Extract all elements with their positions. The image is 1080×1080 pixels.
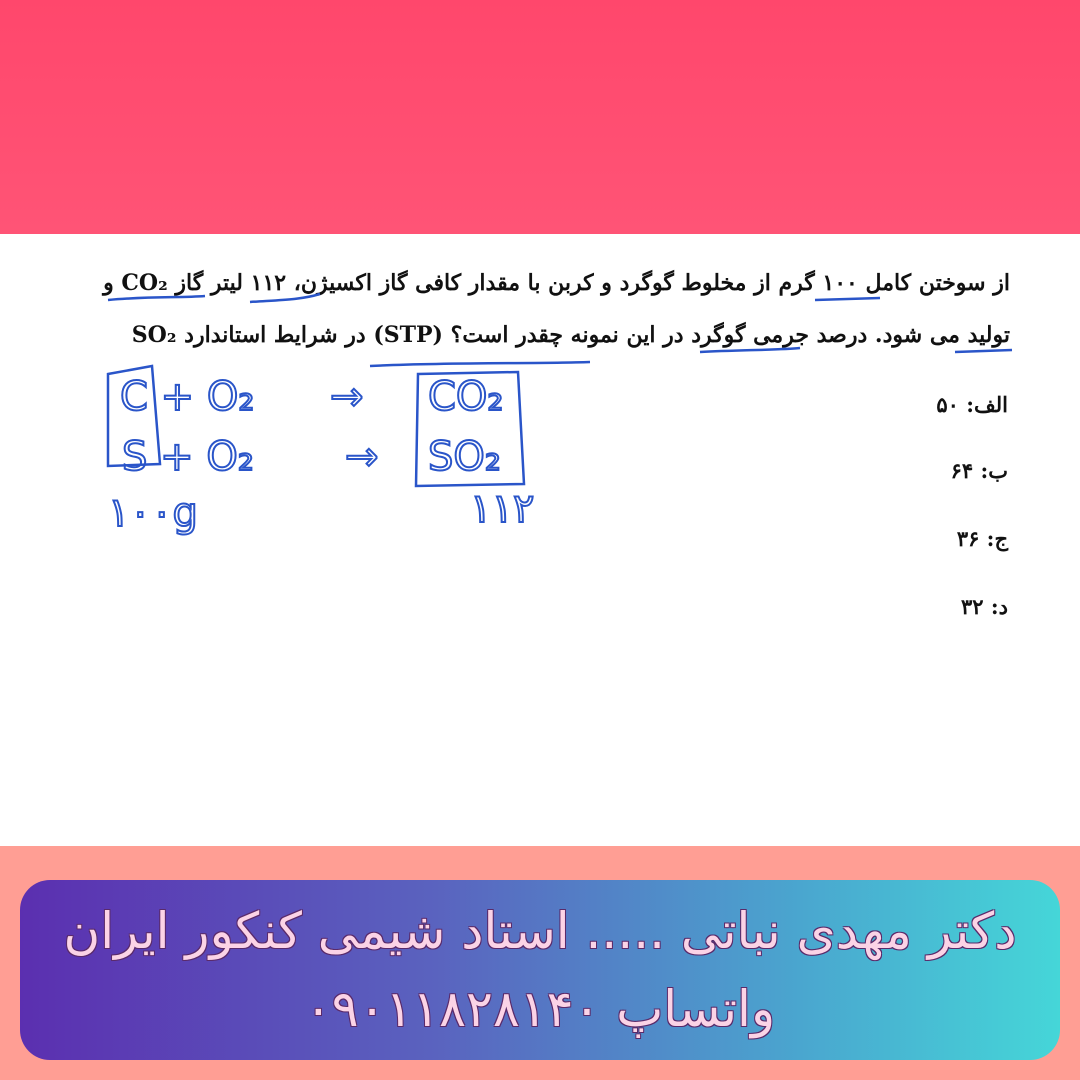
hw-reaction2-left: S + O₂ xyxy=(122,434,254,480)
banner-contact: واتساپ ۰۹۰۱۱۸۲۸۱۴۰ xyxy=(304,980,776,1038)
option-a: الف: ۵۰ xyxy=(936,392,1008,417)
underline-liter xyxy=(250,294,320,302)
hw-arrow-2: → xyxy=(345,434,379,480)
hw-arrow-1: → xyxy=(330,374,364,420)
top-color-band xyxy=(0,0,1080,234)
underline-stp xyxy=(700,348,800,352)
option-d: د: ۳۲ xyxy=(961,594,1008,619)
hw-reaction1-left: C + O₂ xyxy=(120,374,255,420)
question-line-2: SO₂ در شرایط استاندارد (STP) تولید می شود. درصد جرمی گوگرد در این نمونه چقدر است؟ xyxy=(131,322,1010,348)
handwritten-annotations xyxy=(0,234,1080,846)
underline-sulfur xyxy=(370,362,590,366)
option-c: ج: ۳۶ xyxy=(956,526,1008,551)
option-b: ب: ۶۴ xyxy=(950,458,1008,483)
underline-co2 xyxy=(108,296,205,300)
banner-title: دکتر مهدی نباتی ..... استاد شیمی کنکور ایران xyxy=(63,902,1017,960)
question-card xyxy=(0,234,1080,846)
hw-mass-note: ۱۰۰g xyxy=(108,490,198,536)
hw-reaction2-right: SO₂ xyxy=(428,434,501,480)
underline-so2 xyxy=(955,350,1012,352)
hw-reaction1-right: CO₂ xyxy=(428,374,504,420)
hw-volume-note: ۱۱۲ xyxy=(470,486,535,532)
teacher-banner xyxy=(20,880,1060,1060)
question-line-1: از سوختن کامل ۱۰۰ گرم از مخلوط گوگرد و کربن با مقدار کافی گاز اکسیژن، ۱۱۲ لیتر گاز CO₂ و xyxy=(103,270,1010,296)
underline-grams xyxy=(815,298,880,300)
